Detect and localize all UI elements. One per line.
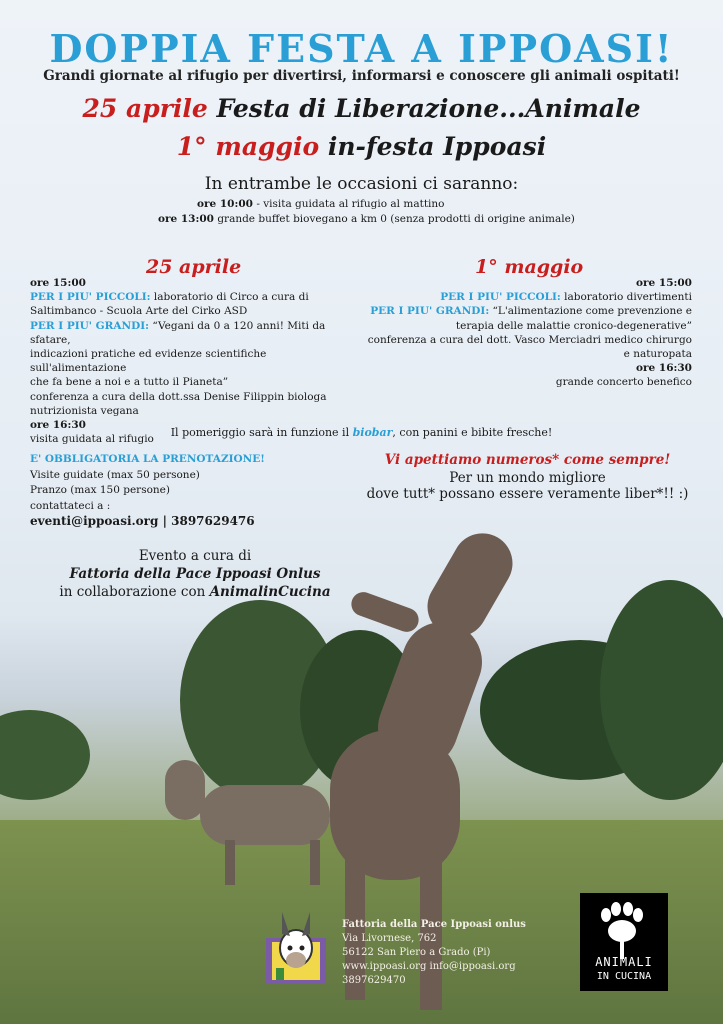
footer-web[interactable]: www.ippoasi.org info@ippoasi.org xyxy=(342,961,516,972)
intro-text-1: - visita guidata al rifugio al mattino xyxy=(252,198,445,210)
booking-line-1: Visite guidate (max 50 persone) xyxy=(30,468,200,481)
intro-text-2: grande buffet biovegano a km 0 (senza prodotti di origine animale) xyxy=(213,213,575,225)
right-column-schedule xyxy=(350,276,692,390)
paw-icon xyxy=(580,899,668,959)
left-adults-label: PER I PIU' GRANDI: xyxy=(30,319,150,332)
left-time-2-text: visita guidata al rifugio xyxy=(30,433,154,446)
right-adults-label: PER I PIU' GRANDI: xyxy=(370,305,490,318)
right-time-2: ore 16:30 xyxy=(636,362,692,375)
left-kids-text: laboratorio di Circo a cura di xyxy=(150,291,309,304)
ippoasi-logo xyxy=(262,908,334,988)
ippoasi-logo-icon xyxy=(262,908,334,988)
booking-line-2: Pranzo (max 150 persone) xyxy=(30,484,170,496)
organizer-block xyxy=(40,547,350,601)
event-line-1 xyxy=(0,94,723,123)
donkey-small xyxy=(200,785,330,845)
event-line-2 xyxy=(0,132,723,161)
right-column-heading: 1° maggio xyxy=(475,256,584,278)
donkey-small-head xyxy=(165,760,205,820)
event-date-2: 1° maggio xyxy=(176,132,320,161)
invite-line-1: Per un mondo migliore xyxy=(449,470,606,486)
donkey-large-ear xyxy=(348,589,422,635)
logo-text-2: IN CUCINA xyxy=(596,971,652,982)
left-adults-text-4: conferenza a cura della dott.ssa Denise Filippin biologa xyxy=(30,390,327,403)
tree xyxy=(0,710,90,800)
left-column-heading: 25 aprile xyxy=(146,256,242,278)
donkey-small-leg xyxy=(310,840,320,885)
organizer-name: Fattoria della Pace Ippoasi Onlus xyxy=(69,566,321,582)
footer-name: Fattoria della Pace Ippoasi onlus xyxy=(342,919,526,930)
invite-block xyxy=(360,452,695,502)
right-time-1: ore 15:00 xyxy=(636,277,692,289)
logo-text-1: ANIMALI xyxy=(595,955,653,969)
left-kids-label: PER I PIU' PICCOLI: xyxy=(30,291,151,304)
intro-item-2 xyxy=(158,213,575,225)
biobar-word: biobar xyxy=(352,426,393,439)
invite-heading: Vi apettiamo numeros* come sempre! xyxy=(384,452,671,468)
intro-item-1 xyxy=(197,198,444,210)
left-adults-text-2: indicazioni pratiche ed evidenze scientifiche sull'alimentazione xyxy=(30,348,267,375)
biobar-suffix: , con panini e bibite fresche! xyxy=(392,426,553,439)
page-subtitle: Grandi giornate al rifugio per divertirsi, informarsi e conoscere gli animali ospitati! xyxy=(43,68,680,84)
biobar-prefix: Il pomeriggio sarà in funzione il xyxy=(170,426,353,439)
booking-block xyxy=(30,452,350,530)
intro-time-1: ore 10:00 xyxy=(197,198,253,210)
event-date-1: 25 aprile xyxy=(82,94,208,123)
booking-contact[interactable]: eventi@ippoasi.org | 3897629476 xyxy=(30,514,255,528)
donkey-small-leg xyxy=(225,840,235,885)
booking-heading: E' OBBLIGATORIA LA PRENOTAZIONE! xyxy=(30,453,265,465)
right-adults-text: “L'alimentazione come prevenzione e xyxy=(489,305,692,318)
footer-address xyxy=(342,918,526,988)
left-adults-text-5: nutrizionista vegana xyxy=(30,404,139,417)
organizer-line-1: Evento a cura di xyxy=(138,548,252,564)
organizer-collab-name: AnimalinCucina xyxy=(209,584,331,600)
footer-phone: 3897629470 xyxy=(342,975,406,986)
page-title: DOPPIA FESTA A IPPOASI! xyxy=(49,26,674,71)
event-title-1: Festa di Liberazione...Animale xyxy=(207,94,641,123)
right-kids-label: PER I PIU' PICCOLI: xyxy=(440,291,561,304)
left-adults-text-3: che fa bene a noi e a tutto il Pianeta” xyxy=(30,376,229,389)
booking-line-3: contattateci a : xyxy=(30,499,111,512)
left-adults-text: “Vegani da 0 a 120 anni! Miti da sfatare, xyxy=(30,319,326,346)
animalincucina-logo xyxy=(580,893,668,991)
right-adults-text-2: terapia delle malattie cronico-degenerative” xyxy=(455,319,692,332)
left-time-1: ore 15:00 xyxy=(30,277,86,289)
event-title-2: in-festa Ippoasi xyxy=(319,132,547,161)
right-adults-text-4: e naturopata xyxy=(623,348,692,361)
right-time-2-text: grande concerto benefico xyxy=(555,376,692,389)
footer-address-2: 56122 San Piero a Grado (Pi) xyxy=(342,947,491,958)
right-adults-text-3: conferenza a cura del dott. Vasco Merciadri medico chirurgo xyxy=(367,333,692,346)
invite-line-2: dove tutt* possano essere veramente liber*!! :) xyxy=(366,486,689,502)
organizer-collab-prefix: in collaborazione con xyxy=(59,584,210,600)
intro-heading: In entrambe le occasioni ci saranno: xyxy=(204,174,519,194)
right-kids-text: laboratorio divertimenti xyxy=(560,291,692,304)
intro-time-2: ore 13:00 xyxy=(158,213,214,225)
left-column-schedule xyxy=(30,276,350,446)
footer-address-1: Via Livornese, 762 xyxy=(342,933,437,944)
left-time-2: ore 16:30 xyxy=(30,419,86,432)
biobar-note xyxy=(0,426,723,439)
left-kids-text-2: Saltimbanco - Scuola Arte del Cirko ASD xyxy=(30,305,248,318)
